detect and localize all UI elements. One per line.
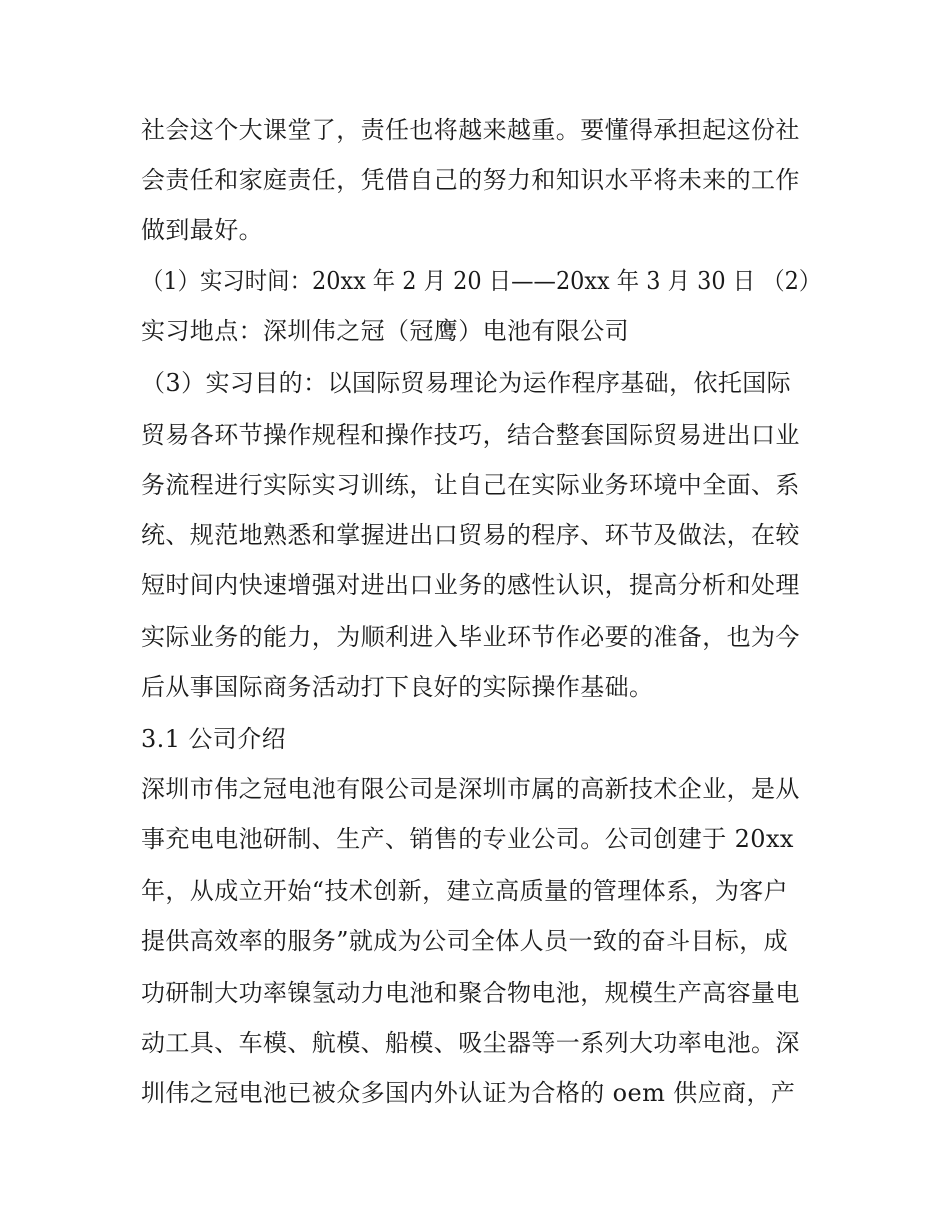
text-line: 动工具、车模、航模、船模、吸尘器等一系列大功率电池。深 [141,1029,800,1057]
text-line: 功研制大功率镍氢动力电池和聚合物电池，规模生产高容量电 [141,979,800,1007]
text-line: 后从事国际商务活动打下良好的实际操作基础。 [141,673,654,701]
text-line: 会责任和家庭责任，凭借自己的努力和知识水平将未来的工作 [141,166,800,194]
text-line: 实际业务的能力，为顺利进入毕业环节作必要的准备，也为今 [141,623,800,651]
text-line: 社会这个大课堂了，责任也将越来越重。要懂得承担起这份社 [141,116,800,144]
text-line: 务流程进行实际实习训练，让自己在实际业务环境中全面、系 [141,471,800,499]
text-line: 统、规范地熟悉和掌握进出口贸易的程序、环节及做法，在较 [141,521,800,549]
text-line: 贸易各环节操作规程和操作技巧，结合整套国际贸易进出口业 [141,421,800,449]
text-line: 提供高效率的服务”就成为公司全体人员一致的奋斗目标，成 [141,927,789,955]
text-line: （1）实习时间：20xx 年 2 月 20 日——20xx 年 3 月 30 日 （2） [141,267,822,295]
text-line: 事充电电池研制、生产、销售的专业公司。公司创建于 20xx [141,825,794,853]
text-line: （3）实习目的：以国际贸易理论为运作程序基础，依托国际 [141,369,792,397]
section-heading: 3.1 公司介绍 [141,725,286,753]
text-line: 短时间内快速增强对进出口业务的感性认识，提高分析和处理 [141,571,800,599]
text-line: 圳伟之冠电池已被众多国内外认证为合格的 oem 供应商，产 [141,1079,796,1107]
text-line: 实习地点：深圳伟之冠（冠鹰）电池有限公司 [141,317,629,345]
text-line: 年，从成立开始“技术创新，建立高质量的管理体系，为客户 [141,877,789,905]
text-line: 深圳市伟之冠电池有限公司是深圳市属的高新技术企业，是从 [141,775,800,803]
text-line: 做到最好。 [141,216,263,244]
